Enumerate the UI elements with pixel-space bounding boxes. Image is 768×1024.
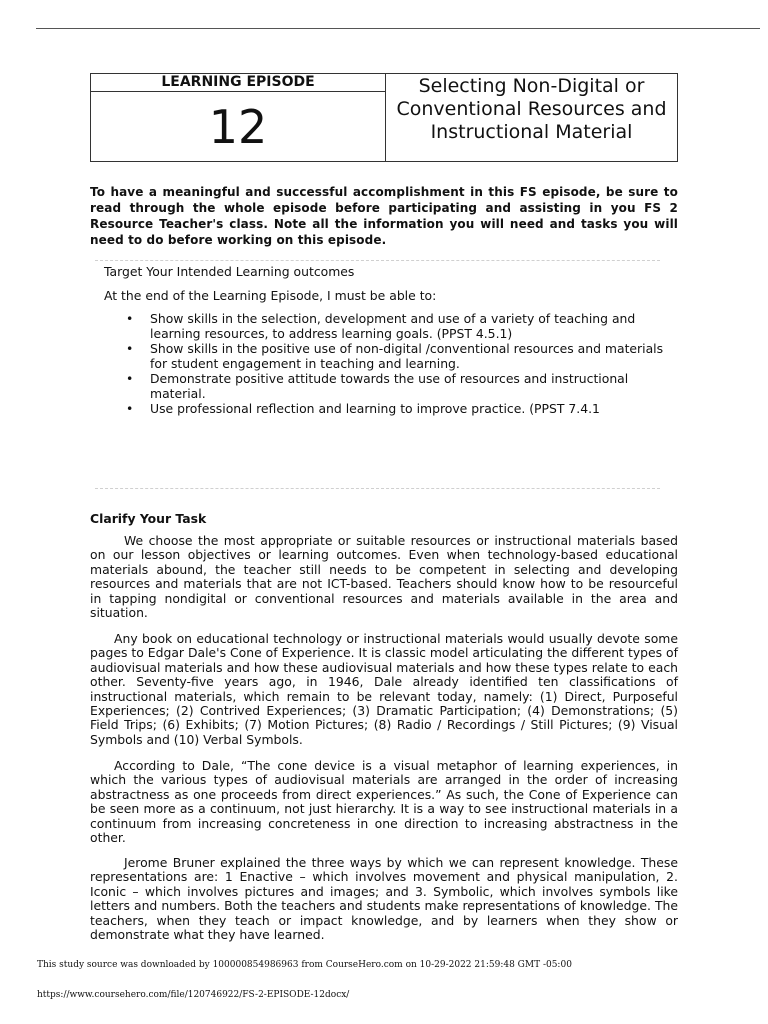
- body-paragraph: We choose the most appropriate or suitable resources or instructional materials based on our lesson objectives or learning outcomes. Even when technology-based educational materials abound, the teacher still needs to be competent in selecting and developing resources and materials that are not ICT-based. Teachers should know how to be resourceful in tapping nondigital or conventional resources and materials available in the area and situation.: [90, 533, 678, 621]
- body-paragraph: Any book on educational technology or instructional materials would usually devote some pages to Edgar Dale's Cone of Experience. It is classic model articulating the different types of audiovisual materials and how these audiovisual materials and how these types relate to each other. Seventy-five years ago, in 1946, Dale already identified ten classifications of instructional materials, which remain to be relevant today, namely: (1) Direct, Purposeful Experiences; (2) Contrived Experiences; (3) Dramatic Participation; (4) Demonstrations; (5) Field Trips; (6) Exhibits; (7) Motion Pictures; (8) Radio / Recordings / Still Pictures; (9) Visual Symbols and (10) Verbal Symbols.: [90, 631, 678, 747]
- bullet-icon: •: [126, 371, 134, 386]
- episode-number-cell: [91, 74, 386, 161]
- list-item: [110, 401, 670, 416]
- bullet-icon: •: [126, 401, 134, 416]
- outcome-text: Demonstrate positive attitude towards the use of resources and instructional material.: [150, 371, 629, 401]
- download-source-note: This study source was downloaded by 100000854986963 from CourseHero.com on 10-29-2022 21:59:48 GMT -05:00: [37, 960, 572, 970]
- episode-number: 12: [208, 99, 268, 154]
- dashed-divider-bottom: [95, 488, 660, 489]
- list-item: [110, 341, 670, 371]
- body-paragraph: Jerome Bruner explained the three ways by which we can represent knowledge. These representations are: 1 Enactive – which involves movement and physical manipulation, 2. Iconic – which involves pictures and images; and 3. Symbolic, which involves symbols like letters and numbers. Both the teachers and students make representations of knowledge. The teachers, when they teach or impact knowledge, and by learners when they show or demonstrate what they have learned.: [90, 855, 678, 943]
- outcome-text: Use professional reflection and learning to improve practice. (PPST 7.4.1: [150, 401, 600, 416]
- outcomes-title: Target Your Intended Learning outcomes: [104, 264, 355, 279]
- source-url: https://www.coursehero.com/file/120746922/FS-2-EPISODE-12docx/: [37, 990, 350, 1000]
- outcomes-list: [110, 311, 670, 416]
- dashed-divider-top: [95, 260, 660, 261]
- clarify-title: Clarify Your Task: [90, 511, 207, 526]
- list-item: [110, 371, 670, 401]
- top-rule: [36, 28, 760, 29]
- episode-title: Selecting Non-Digital or Conventional Resources and Instructional Material: [396, 75, 667, 143]
- list-item: [110, 311, 670, 341]
- body-paragraph: According to Dale, “The cone device is a visual metaphor of learning experiences, in which the various types of audiovisual materials are arranged in the order of increasing abstractness as one proceeds from direct experiences.” As such, the Cone of Experience can be seen more as a continuum, not just hierarchy. It is a way to see instructional materials in a continuum from increasing concreteness in one direction to increasing abstractness in the other.: [90, 758, 678, 846]
- outcomes-lead: At the end of the Learning Episode, I must be able to:: [104, 288, 437, 303]
- outcome-text: Show skills in the positive use of non-digital /conventional resources and materials for student engagement in teaching and learning.: [150, 341, 664, 371]
- episode-header-table: [90, 73, 678, 162]
- outcome-text: Show skills in the selection, development and use of a variety of teaching and learning resources, to address learning goals. (PPST 4.5.1): [150, 311, 636, 341]
- intro-paragraph: To have a meaningful and successful accomplishment in this FS episode, be sure to read through the whole episode before participating and assisting in you FS 2 Resource Teacher's class. Note all the information you will need and tasks you will need to do before working on this episode.: [90, 185, 678, 247]
- episode-label: LEARNING EPISODE: [91, 74, 385, 92]
- bullet-icon: •: [126, 341, 134, 356]
- bullet-icon: •: [126, 311, 134, 326]
